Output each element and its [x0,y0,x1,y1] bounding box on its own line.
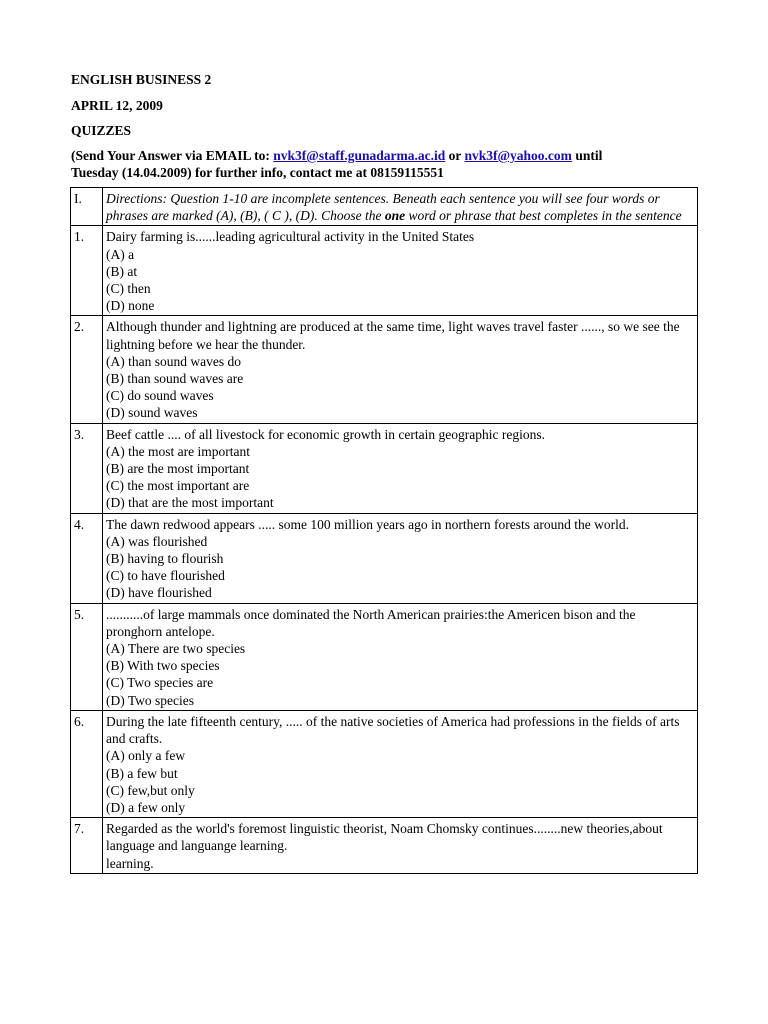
question-number: 3. [71,423,103,513]
answer-option: (D) have flourished [106,585,212,601]
email-link-yahoo[interactable]: nvk3f@yahoo.com [464,148,572,163]
question-row [71,513,698,603]
contact-line: Tuesday (14.04.2009) for further info, contact me at 08159115551 [71,165,444,180]
question-number: 4. [71,513,103,603]
question-number: 6. [71,710,103,817]
quiz-date: APRIL 12, 2009 [71,98,163,113]
directions-bold-word: one [384,208,406,224]
question-body [103,513,698,603]
answer-option: (D) none [106,298,155,314]
answer-option: (D) Two species [106,692,195,708]
answer-option: (C) Two species are [106,675,214,691]
until-text: until [575,148,603,163]
answer-option: (B) at [106,263,138,279]
question-row [71,710,698,817]
question-number: 5. [71,603,103,710]
question-text: The dawn redwood appears ..... some 100 million years ago in northern forests around the world. [106,516,629,532]
answer-option: (A) a [106,246,135,262]
question-body [103,603,698,710]
question-number: 2. [71,316,103,423]
course-title: ENGLISH BUSINESS 2 [71,72,212,87]
answer-option: (C) the most important are [106,478,250,494]
directions-after: word or phrase that best completes in the sentence [408,208,682,224]
answer-option: (C) then [106,281,151,297]
question-row [71,603,698,710]
answer-option: (A) There are two species [106,641,246,657]
question-number: 7. [71,818,103,874]
answer-option: (C) do sound waves [106,388,214,404]
directions-row [71,188,698,226]
question-body [103,818,698,874]
answer-option: learning. [106,855,154,871]
quiz-title: QUIZZES [71,123,132,138]
answer-option: (A) the most are important [106,443,250,459]
question-text: Dairy farming is......leading agricultural activity in the United States [106,229,475,245]
answer-option: (C) to have flourished [106,568,225,584]
answer-option: (B) are the most important [106,461,250,477]
answer-option: (B) having to flourish [106,551,224,567]
section-numeral: I. [71,188,103,226]
answer-option: (A) than sound waves do [106,353,241,369]
question-text: Beef cattle .... of all livestock for economic growth in certain geographic regions. [106,426,545,442]
send-prefix: (Send Your Answer via EMAIL to: [71,148,270,163]
question-row [71,423,698,513]
directions-before: Directions: Question 1-10 are incomplete sentences. Beneath each sentence you will see four words or phrases are marked (A), (B), ( C ), (D). Choose the [106,191,660,224]
answer-option: (A) only a few [106,748,186,764]
question-row [71,226,698,316]
question-body [103,710,698,817]
question-body [103,316,698,423]
question-text: Although thunder and lightning are produced at the same time, light waves travel faster ......, so we see the lightning before we hear the thunder. [106,319,680,352]
question-body [103,226,698,316]
answer-option: (D) that are the most important [106,495,274,511]
question-number: 1. [71,226,103,316]
question-text: ...........of large mammals once dominated the North American prairies:the Americen bison and the pronghorn antelope. [106,606,636,639]
answer-option: (B) With two species [106,658,220,674]
quiz-table [70,187,698,874]
answer-option: (B) a few but [106,765,178,781]
question-row [71,316,698,423]
email-link-staff[interactable]: nvk3f@staff.gunadarma.ac.id [273,148,446,163]
answer-option: (D) a few only [106,799,186,815]
question-text: During the late fifteenth century, ..... of the native societies of America had professions in the fields of arts and crafts. [106,713,680,747]
question-row [71,818,698,874]
or-text: or [448,148,462,163]
question-text: Regarded as the world's foremost linguistic theorist, Noam Chomsky continues........new theories,about language and languange learning. [106,821,663,854]
answer-option: (A) was flourished [106,533,208,549]
send-instructions [71,147,711,181]
answer-option: (D) sound waves [106,405,198,421]
question-body [103,423,698,513]
directions-text [103,188,698,226]
answer-option: (C) few,but only [106,782,195,798]
answer-option: (B) than sound waves are [106,371,244,387]
